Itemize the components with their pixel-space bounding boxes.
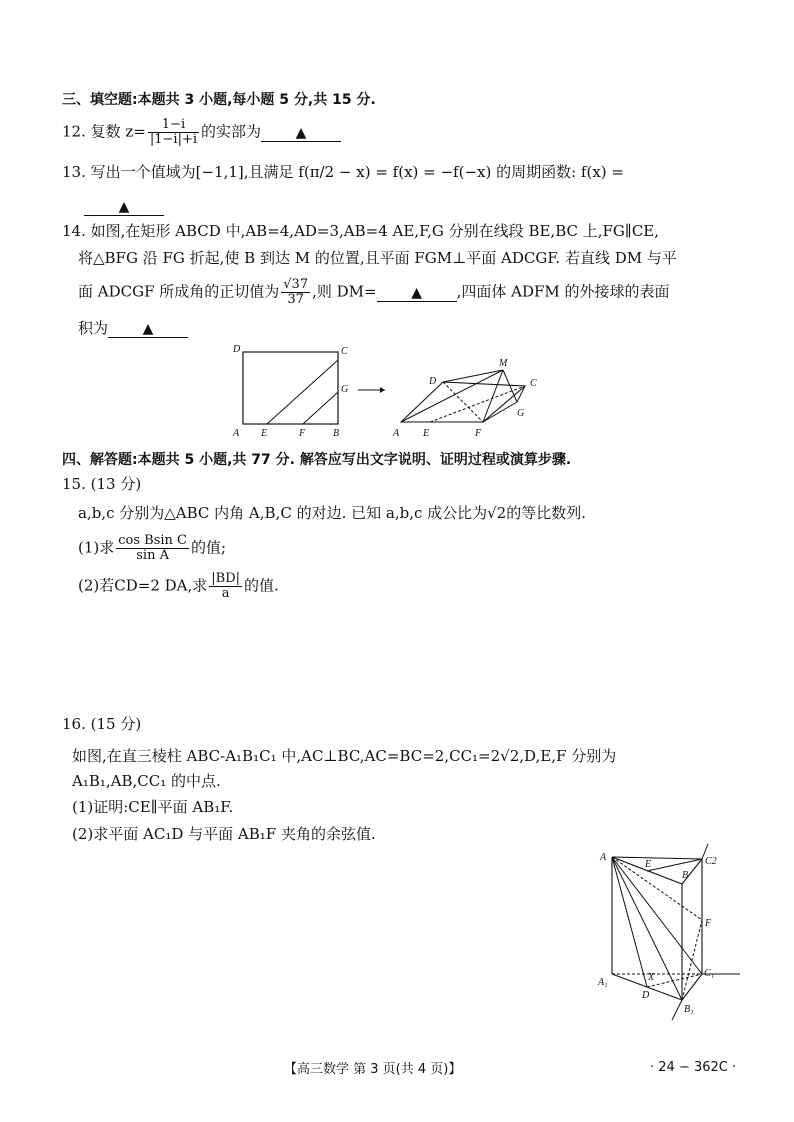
label-a-right: A — [393, 428, 400, 439]
q15-part2-num: |BD| — [211, 571, 241, 586]
label-c-right: C — [530, 378, 537, 389]
label-x: X — [648, 972, 655, 983]
q14-line-4 — [78, 318, 188, 338]
segment-b1f — [682, 920, 702, 1000]
folded-base — [401, 382, 525, 422]
label-d: D — [642, 990, 650, 1001]
label-e-left: E — [261, 428, 268, 439]
q15-part2-a: (2)若CD=2 DA,求 — [78, 576, 208, 595]
label-a: A — [600, 852, 607, 863]
q15-stem: a,b,c 分别为△ABC 内角 A,B,C 的对边. 已知 a,b,c 成公比为√2的等比数列. — [78, 504, 586, 522]
q12-suffix: 的实部为 — [201, 122, 262, 141]
label-g-left: G — [341, 384, 349, 395]
edge-dm — [443, 370, 503, 382]
dashed-df — [443, 382, 483, 422]
label-f: F — [705, 918, 712, 929]
label-e: E — [645, 859, 652, 870]
label-f-right: F — [475, 428, 482, 439]
rectangle-abcd — [243, 352, 338, 424]
q14-line-3b: ,则 DM= — [312, 282, 377, 301]
dashed-ec — [430, 386, 525, 422]
q12-answer-blank: ▲ — [261, 125, 341, 142]
q14-line-4-text: 积为 — [78, 319, 109, 337]
label-g-right: G — [517, 408, 525, 419]
label-d-right: D — [429, 376, 437, 387]
segment-fg — [303, 392, 338, 424]
section-4-header: 四、解答题:本题共 5 小题,共 77 分. 解答应写出文字说明、证明过程或演算步骤. — [62, 452, 572, 468]
q14-line-1: 14. 如图,在矩形 ABCD 中,AB=4,AD=3,AB=4 AE,F,G 分别在线段 BE,BC 上,FG∥CE, — [62, 222, 660, 240]
edge-fg — [483, 402, 517, 422]
q14-surface-blank: ▲ — [108, 321, 188, 338]
q15-part1-den: sin A — [136, 548, 169, 563]
q15-part-1 — [78, 534, 226, 563]
label-f-left: F — [299, 428, 306, 439]
label-a1: A₁ — [598, 977, 608, 988]
label-b: B — [682, 870, 689, 881]
q16-part-1: (1)证明:CE∥平面 AB₁F. — [72, 798, 234, 816]
page-footer: 【高三数学 第 3 页(共 4 页)】 — [284, 1062, 462, 1077]
q15-part1-b: 的值; — [191, 538, 227, 557]
q15-title: 15. (13 分) — [62, 475, 142, 493]
extension-bottom — [672, 1000, 682, 1020]
q16-part-2: (2)求平面 AC₁D 与平面 AB₁F 夹角的余弦值. — [72, 825, 376, 843]
q16-line-2: A₁B₁,AB,CC₁ 的中点. — [72, 772, 221, 790]
q16-line-1: 如图,在直三棱柱 ABC-A₁B₁C₁ 中,AC⊥BC,AC=BC=2,CC₁=2√2,D,E,F 分别为 — [72, 747, 617, 765]
label-c2: C2 — [705, 856, 717, 867]
edge-gc — [517, 386, 525, 402]
q14-fraction — [281, 278, 310, 307]
q14-frac-den: 37 — [287, 292, 304, 307]
question-13: 13. 写出一个值域为[−1,1],且满足 f(π/2 − x) = f(x) = −f(−x) 的周期函数: f(x) = — [62, 163, 624, 181]
arrow-head — [380, 387, 385, 393]
q15-part2-fraction — [209, 572, 242, 601]
q12-frac-num: 1−i — [148, 118, 199, 133]
label-b-left: B — [333, 428, 340, 439]
label-c1: C₁ — [704, 968, 715, 979]
label-e-right: E — [423, 428, 430, 439]
label-d-left: D — [233, 344, 241, 355]
q15-part1-fraction — [116, 534, 189, 563]
label-b1: B₁ — [684, 1004, 694, 1015]
q12-prefix: 12. 复数 z= — [62, 122, 146, 141]
q14-line-3c: ,四面体 ADFM 的外接球的表面 — [456, 282, 670, 301]
segment-ab1 — [612, 857, 682, 1000]
q16-figure — [590, 842, 755, 1022]
label-a-left: A — [233, 428, 240, 439]
label-m-right: M — [499, 358, 508, 369]
exam-code: · 24 − 362C · — [650, 1060, 737, 1075]
q12-fraction — [148, 118, 199, 147]
edge-ac — [612, 857, 702, 859]
label-c-left: C — [341, 346, 348, 357]
q13-answer-blank: ▲ — [84, 199, 164, 216]
q15-part2-b: 的值. — [244, 576, 279, 595]
q15-part-2 — [78, 572, 279, 601]
question-12 — [62, 118, 341, 147]
q14-frac-num: √37 — [283, 277, 309, 292]
edge-b1c1 — [682, 974, 702, 1000]
q15-part1-num: cos Bsin C — [118, 533, 187, 548]
q15-part2-den: a — [221, 586, 230, 601]
q14-line-3a: 面 ADCGF 所成角的正切值为 — [78, 282, 280, 301]
edge-fm — [483, 370, 503, 422]
segment-af — [612, 857, 702, 920]
q13-answer-line — [84, 196, 164, 216]
q14-figure — [225, 340, 555, 440]
q12-frac-den: |1−i|+i — [149, 132, 198, 147]
q16-title: 16. (15 分) — [62, 715, 142, 733]
section-3-header: 三、填空题:本题共 3 小题,每小题 5 分,共 15 分. — [62, 92, 376, 108]
q14-line-3 — [78, 278, 670, 307]
segment-ad — [612, 857, 647, 987]
edge-am — [401, 370, 503, 422]
q14-dm-blank: ▲ — [377, 285, 457, 302]
q14-line-2: 将△BFG 沿 FG 折起,使 B 到达 M 的位置,且平面 FGM⊥平面 ADCGF. 若直线 DM 与平 — [78, 249, 677, 267]
segment-ec — [267, 360, 338, 424]
q15-part1-a: (1)求 — [78, 538, 115, 557]
